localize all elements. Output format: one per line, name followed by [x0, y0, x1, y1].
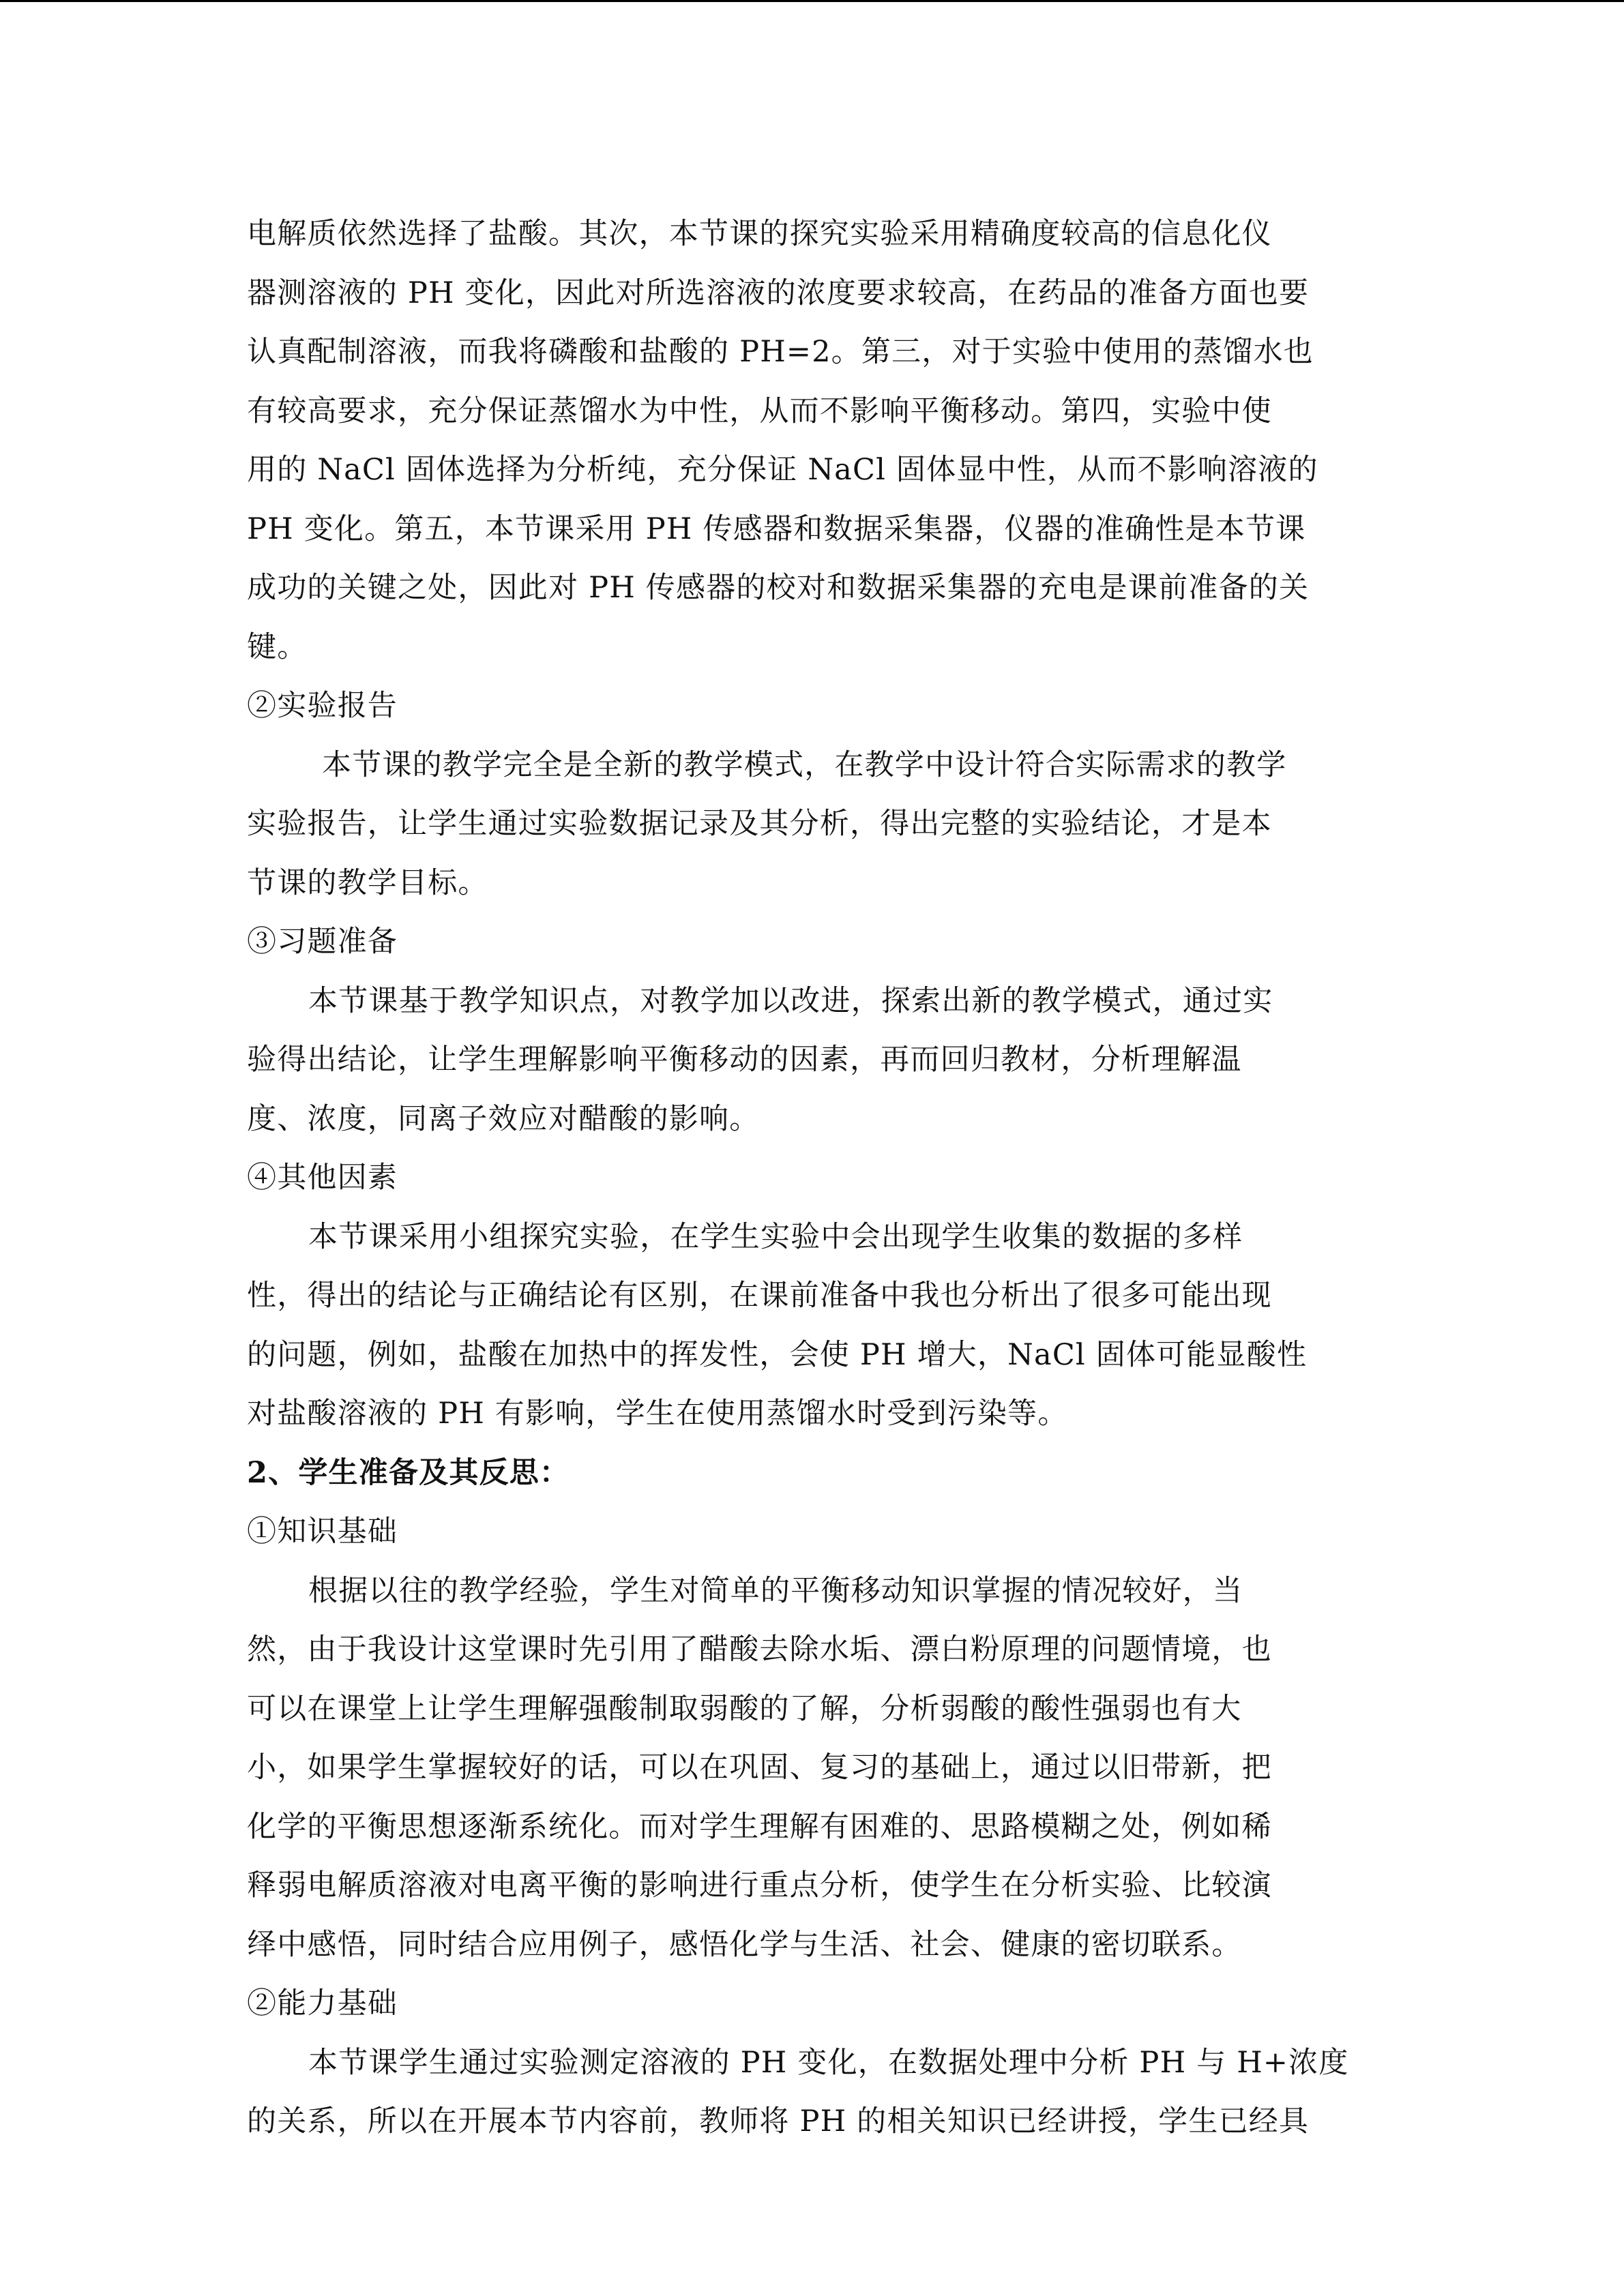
subheading-other-factors: ④其他因素 — [247, 1161, 398, 1195]
text-line: 对盐酸溶液的 PH 有影响，学生在使用蒸馏水时受到污染等。 — [247, 1397, 1068, 1431]
text-line: 键。 — [247, 629, 308, 664]
text-line: 绎中感悟，同时结合应用例子，感悟化学与生活、社会、健康的密切联系。 — [247, 1927, 1242, 1962]
text-line: 本节课基于教学知识点，对教学加以改进，探索出新的教学模式，通过实 — [308, 983, 1273, 1018]
subheading-experiment-report: ②实验报告 — [247, 689, 398, 723]
text-line: 本节课的教学完全是全新的教学模式，在教学中设计符合实际需求的教学 — [322, 747, 1287, 782]
text-line: 电解质依然选择了盐酸。其次，本节课的探究实验采用精确度较高的信息化仪 — [247, 217, 1272, 251]
text-line: 本节课采用小组探究实验，在学生实验中会出现学生收集的数据的多样 — [308, 1219, 1243, 1254]
text-line: 度、浓度，同离子效应对醋酸的影响。 — [247, 1101, 760, 1136]
subheading-exercise-prep: ③习题准备 — [247, 925, 398, 959]
text-line: 然，由于我设计这堂课时先引用了醋酸去除水垢、漂白粉原理的问题情境，也 — [247, 1632, 1272, 1667]
page-top-border — [0, 0, 1624, 2]
text-line: 认真配制溶液，而我将磷酸和盐酸的 PH=2。第三，对于实验中使用的蒸馏水也 — [247, 335, 1314, 369]
document-page — [247, 205, 1379, 2151]
text-line: PH 变化。第五，本节课采用 PH 传感器和数据采集器，仪器的准确性是本节课 — [247, 511, 1306, 546]
text-line: 小，如果学生掌握较好的话，可以在巩固、复习的基础上，通过以旧带新，把 — [247, 1750, 1272, 1785]
text-line: 的关系，所以在开展本节内容前，教师将 PH 的相关知识已经讲授，学生已经具 — [247, 2104, 1310, 2138]
text-line: 器测溶液的 PH 变化，因此对所选溶液的浓度要求较高，在药品的准备方面也要 — [247, 275, 1310, 310]
text-line: 化学的平衡思想逐渐系统化。而对学生理解有困难的、思路模糊之处，例如稀 — [247, 1809, 1272, 1844]
text-line: 验得出结论，让学生理解影响平衡移动的因素，再而回归教材，分析理解温 — [247, 1043, 1242, 1077]
section-heading-student-prep: 2、学生准备及其反思： — [247, 1455, 570, 1490]
text-line: 本节课学生通过实验测定溶液的 PH 变化，在数据处理中分析 PH 与 H+浓度 — [308, 2045, 1349, 2080]
text-line: 用的 NaCl 固体选择为分析纯，充分保证 NaCl 固体显中性，从而不影响溶液的 — [247, 453, 1318, 487]
text-line: 实验报告，让学生通过实验数据记录及其分析，得出完整的实验结论，才是本 — [247, 807, 1272, 841]
text-line: 有较高要求，充分保证蒸馏水为中性，从而不影响平衡移动。第四，实验中使 — [247, 393, 1272, 428]
text-line: 的问题，例如，盐酸在加热中的挥发性，会使 PH 增大，NaCl 固体可能显酸性 — [247, 1337, 1308, 1372]
subheading-knowledge-base: ①知识基础 — [247, 1515, 398, 1549]
subheading-ability-base: ②能力基础 — [247, 1986, 398, 2021]
text-line: 根据以往的教学经验，学生对简单的平衡移动知识掌握的情况较好，当 — [308, 1573, 1243, 1608]
text-line: 释弱电解质溶液对电离平衡的影响进行重点分析，使学生在分析实验、比较演 — [247, 1868, 1272, 1903]
text-line: 节课的教学目标。 — [247, 865, 488, 900]
text-line: 成功的关键之处，因此对 PH 传感器的校对和数据采集器的充电是课前准备的关 — [247, 571, 1310, 605]
text-line: 性，得出的结论与正确结论有区别，在课前准备中我也分析出了很多可能出现 — [247, 1279, 1272, 1313]
text-line: 可以在课堂上让学生理解强酸制取弱酸的了解，分析弱酸的酸性强弱也有大 — [247, 1691, 1242, 1726]
